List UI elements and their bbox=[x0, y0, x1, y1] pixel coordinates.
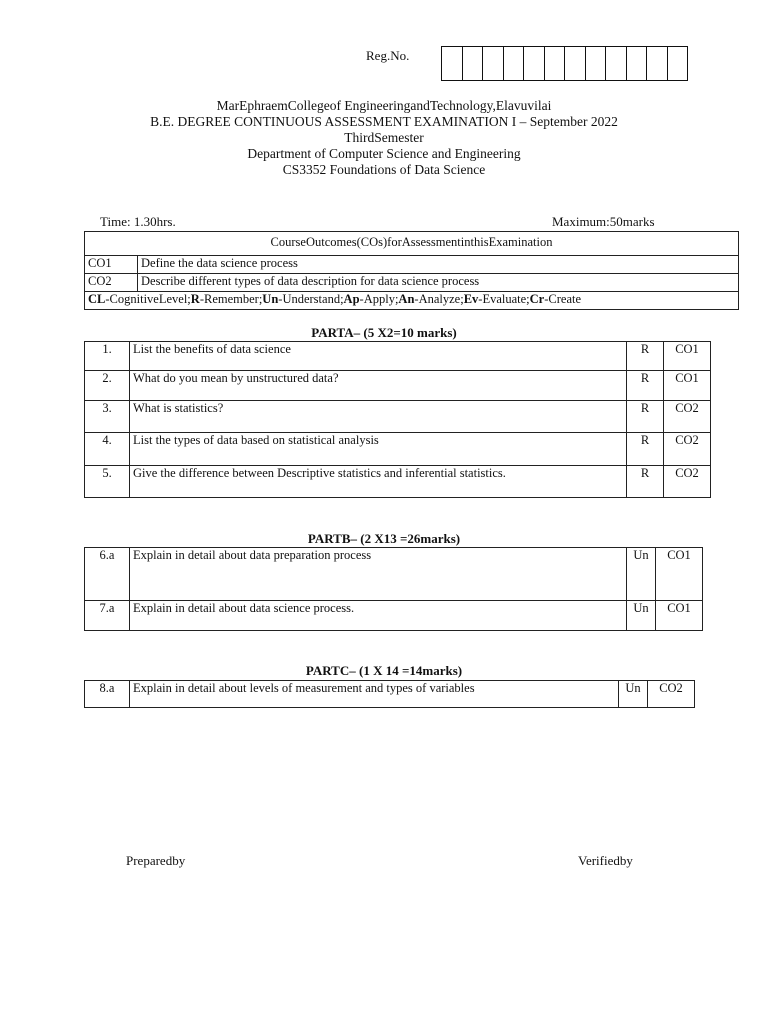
cognitive-level: R bbox=[627, 401, 664, 433]
legend-abbr: Ap bbox=[343, 292, 360, 306]
co-description: Describe different types of data description for data science process bbox=[138, 274, 739, 292]
question-text: What is statistics? bbox=[130, 401, 627, 433]
cognitive-level: Un bbox=[619, 681, 648, 708]
legend-abbr: CL bbox=[88, 292, 106, 306]
question-co: CO2 bbox=[664, 466, 711, 498]
question-number: 3. bbox=[85, 401, 130, 433]
legend-meaning: -Create bbox=[544, 292, 582, 306]
question-row bbox=[85, 371, 711, 401]
question-number: 8.a bbox=[85, 681, 130, 708]
question-row bbox=[85, 433, 711, 466]
question-number: 6.a bbox=[85, 548, 130, 601]
reg-no-label: Reg.No. bbox=[366, 48, 410, 63]
question-number: 1. bbox=[85, 342, 130, 371]
co-description: Define the data science process bbox=[138, 256, 739, 274]
question-co: CO2 bbox=[664, 401, 711, 433]
co-code: CO2 bbox=[85, 274, 138, 292]
reg-no-box[interactable] bbox=[606, 46, 627, 81]
part-a-table bbox=[84, 341, 711, 498]
question-text: List the benefits of data science bbox=[130, 342, 627, 371]
question-row bbox=[85, 401, 711, 433]
question-text: Explain in detail about data preparation process bbox=[130, 548, 627, 601]
question-row bbox=[85, 466, 711, 498]
part-c-table bbox=[84, 680, 695, 708]
question-co: CO1 bbox=[664, 371, 711, 401]
cognitive-level: Un bbox=[627, 548, 656, 601]
cognitive-level-legend bbox=[85, 292, 739, 310]
legend-meaning: -Understand; bbox=[278, 292, 344, 306]
co-code: CO1 bbox=[85, 256, 138, 274]
exam-header bbox=[0, 98, 768, 178]
legend-abbr: Ev bbox=[463, 292, 479, 306]
question-row bbox=[85, 548, 703, 601]
legend-meaning: -CognitiveLevel; bbox=[105, 292, 191, 306]
question-text: Explain in detail about data science process. bbox=[130, 601, 627, 631]
part-a-title: PARTA– (5 X2=10 marks) bbox=[311, 325, 457, 340]
reg-no-box[interactable] bbox=[586, 46, 607, 81]
college-name: MarEphraemCollegeof EngineeringandTechnology,Elavuvilai bbox=[216, 98, 552, 113]
question-co: CO1 bbox=[656, 548, 703, 601]
question-text: What do you mean by unstructured data? bbox=[130, 371, 627, 401]
legend-abbr: Un bbox=[262, 292, 279, 306]
question-text: Give the difference between Descriptive statistics and inferential statistics. bbox=[130, 466, 627, 498]
question-co: CO1 bbox=[664, 342, 711, 371]
exam-title: B.E. DEGREE CONTINUOUS ASSESSMENT EXAMINATION I – September 2022 bbox=[150, 114, 618, 129]
question-text: List the types of data based on statistical analysis bbox=[130, 433, 627, 466]
reg-no-box[interactable] bbox=[647, 46, 668, 81]
reg-no-box[interactable] bbox=[504, 46, 525, 81]
question-number: 4. bbox=[85, 433, 130, 466]
legend-meaning: -Evaluate; bbox=[478, 292, 530, 306]
cognitive-level: R bbox=[627, 342, 664, 371]
question-co: CO2 bbox=[648, 681, 695, 708]
question-number: 2. bbox=[85, 371, 130, 401]
question-co: CO2 bbox=[664, 433, 711, 466]
question-row bbox=[85, 601, 703, 631]
question-co: CO1 bbox=[656, 601, 703, 631]
max-marks: Maximum:50marks bbox=[552, 214, 655, 229]
cognitive-level: Un bbox=[627, 601, 656, 631]
reg-no-box[interactable] bbox=[463, 46, 484, 81]
question-row bbox=[85, 681, 695, 708]
reg-no-box[interactable] bbox=[627, 46, 648, 81]
reg-no-box[interactable] bbox=[524, 46, 545, 81]
legend-abbr: Cr bbox=[529, 292, 545, 306]
part-b-table bbox=[84, 547, 703, 631]
reg-no-box[interactable] bbox=[668, 46, 689, 81]
cognitive-level: R bbox=[627, 371, 664, 401]
legend-meaning: -Remember; bbox=[199, 292, 263, 306]
part-c-title: PARTC– (1 X 14 =14marks) bbox=[305, 663, 463, 678]
legend-meaning: -Analyze; bbox=[414, 292, 464, 306]
legend-abbr: An bbox=[398, 292, 415, 306]
reg-no-boxes[interactable] bbox=[441, 46, 688, 81]
legend-abbr: R bbox=[190, 292, 200, 306]
co-row bbox=[85, 274, 739, 292]
department: Department of Computer Science and Engineering bbox=[247, 146, 521, 161]
question-row bbox=[85, 342, 711, 371]
cognitive-level: R bbox=[627, 466, 664, 498]
verified-by: Verifiedby bbox=[578, 853, 633, 868]
course-outcomes-heading: CourseOutcomes(COs)forAssessmentinthisExamination bbox=[85, 232, 739, 256]
semester: ThirdSemester bbox=[344, 130, 424, 145]
reg-no-box[interactable] bbox=[442, 46, 463, 81]
question-number: 7.a bbox=[85, 601, 130, 631]
course-outcomes-table bbox=[84, 231, 739, 310]
question-text: Explain in detail about levels of measurement and types of variables bbox=[130, 681, 619, 708]
prepared-by: Preparedby bbox=[126, 853, 186, 868]
cognitive-level: R bbox=[627, 433, 664, 466]
question-number: 5. bbox=[85, 466, 130, 498]
reg-no-box[interactable] bbox=[483, 46, 504, 81]
part-b-title: PARTB– (2 X13 =26marks) bbox=[307, 531, 461, 546]
reg-no-box[interactable] bbox=[565, 46, 586, 81]
legend-meaning: -Apply; bbox=[359, 292, 399, 306]
exam-time: Time: 1.30hrs. bbox=[100, 214, 176, 229]
co-row bbox=[85, 256, 739, 274]
course-title: CS3352 Foundations of Data Science bbox=[282, 162, 486, 177]
reg-no-box[interactable] bbox=[545, 46, 566, 81]
